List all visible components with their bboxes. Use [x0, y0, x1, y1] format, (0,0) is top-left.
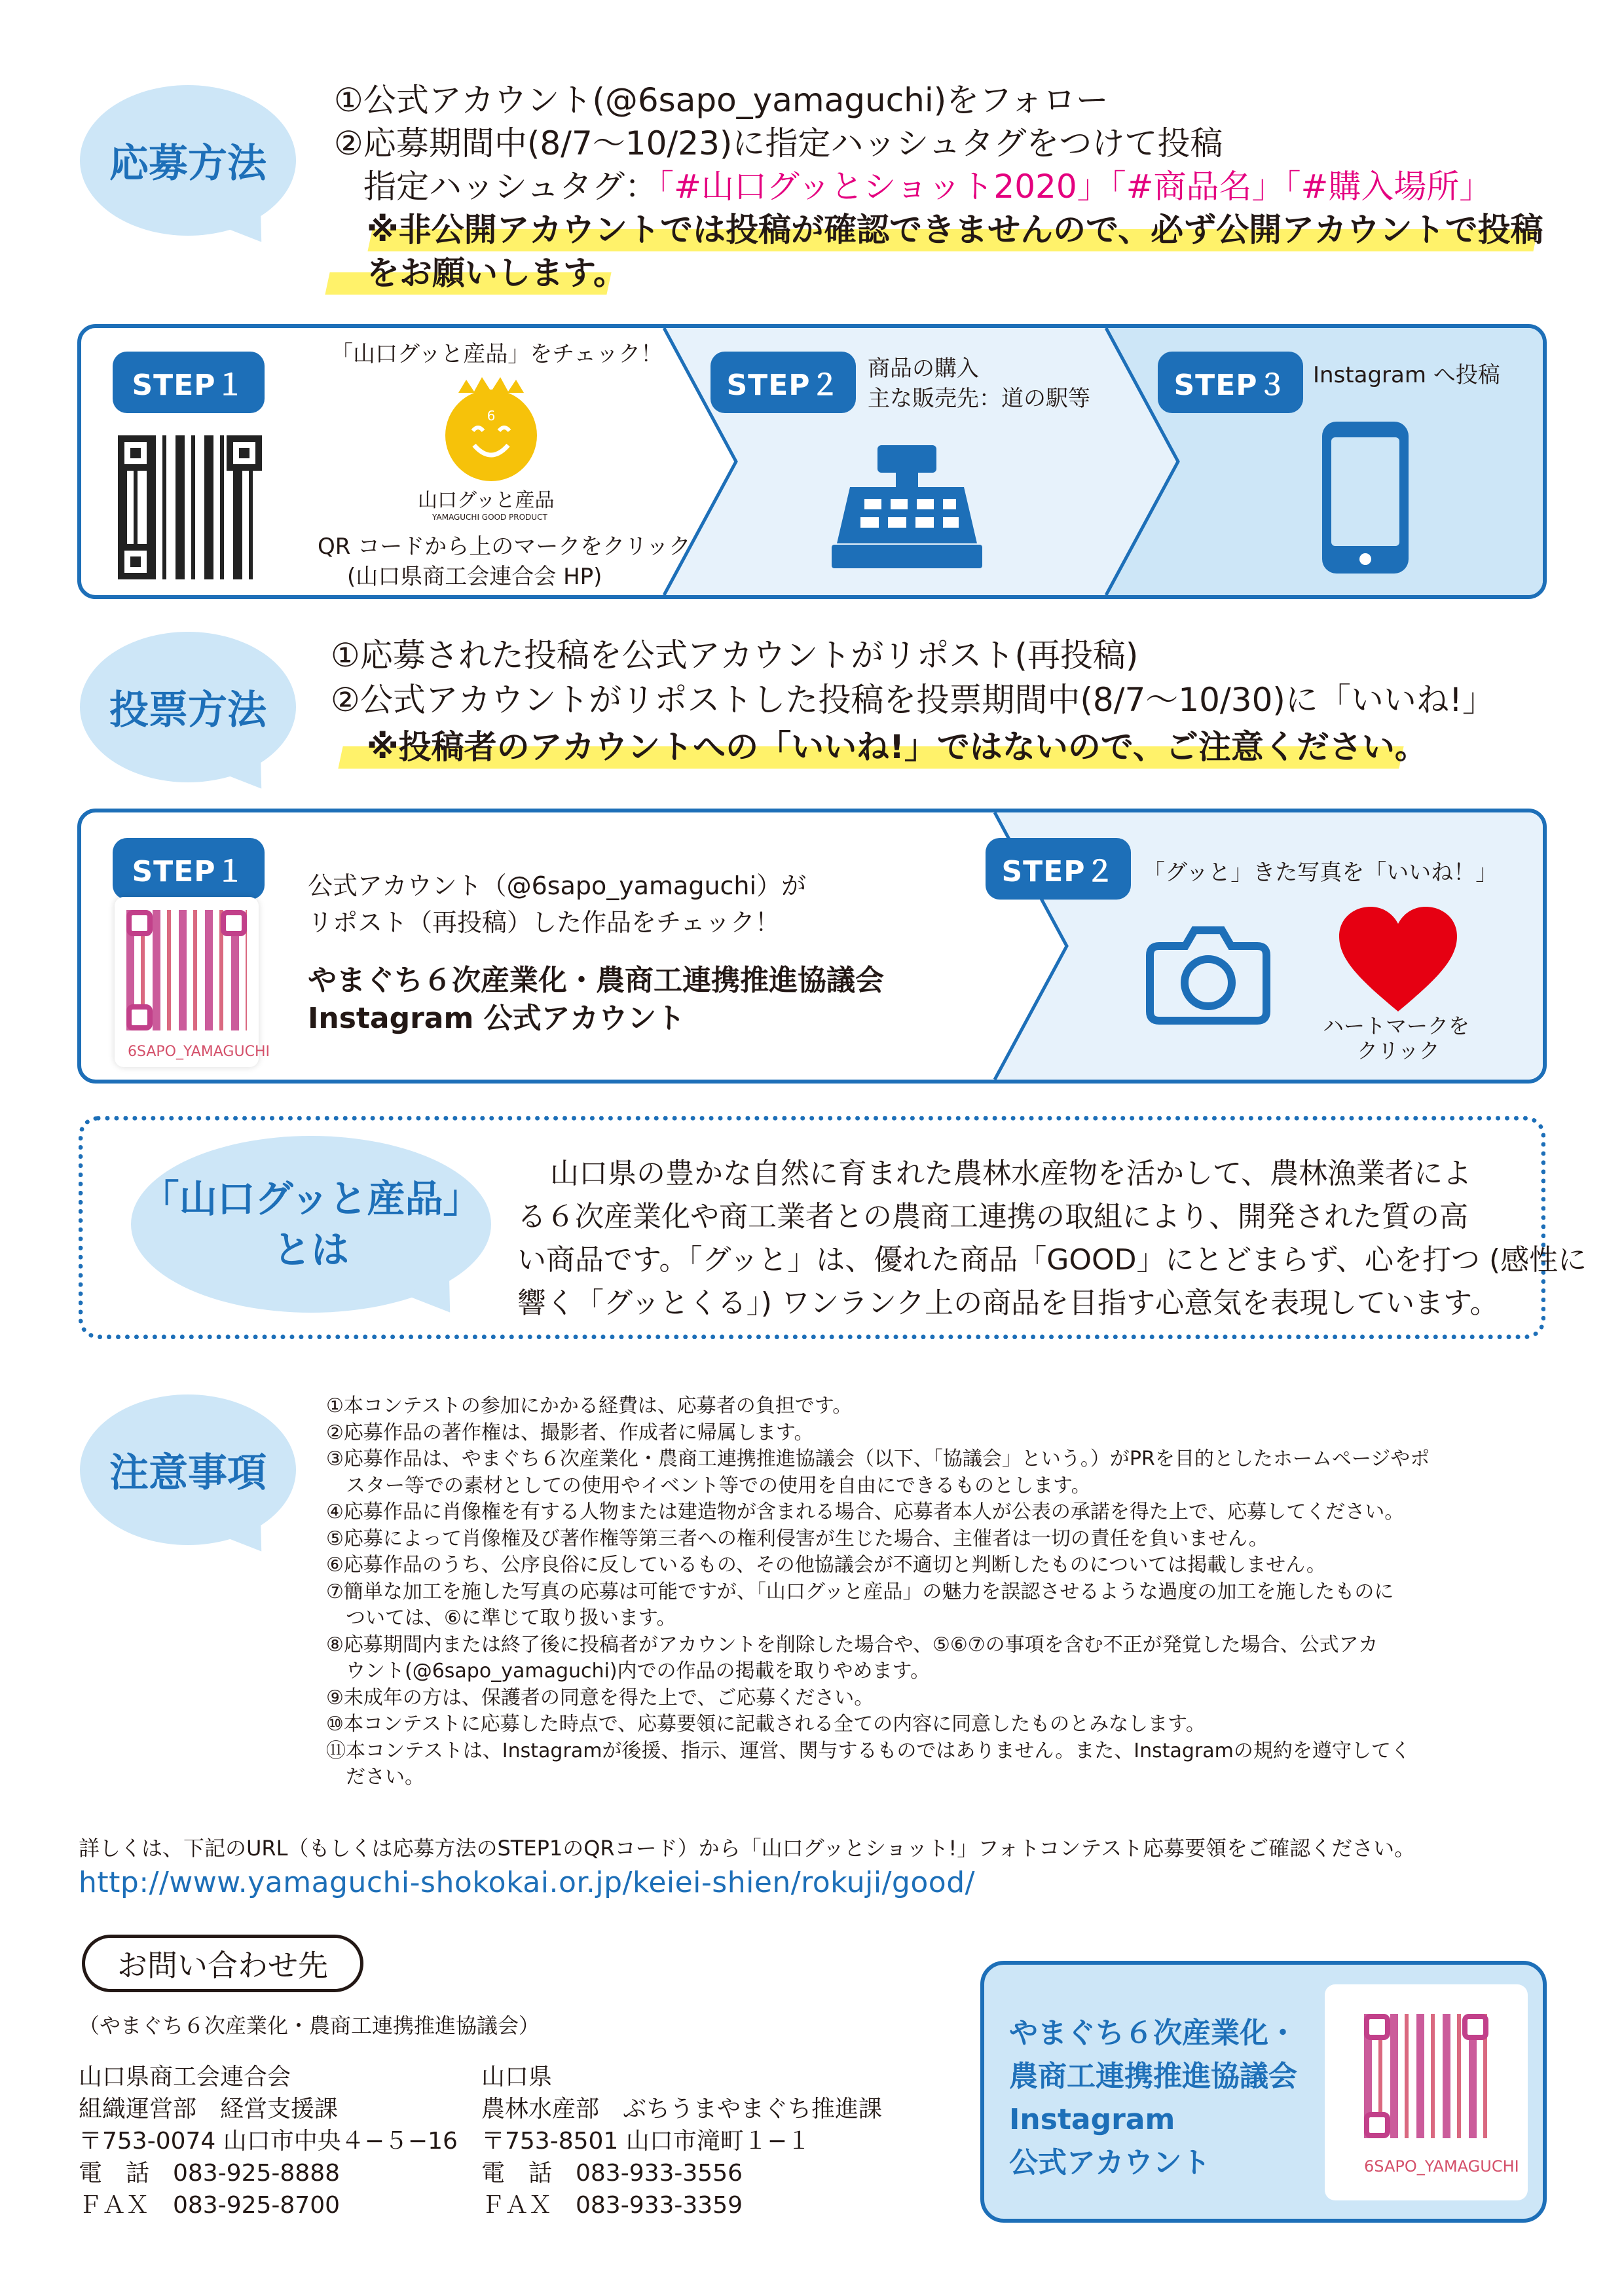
note-item: ④応募作品に肖像権を有する人物または建造物が含まれる場合、応募者本人が公表の承諾を得た上で、応募してください。: [326, 1501, 1405, 1523]
apply-step3-text: Instagram へ投稿: [1313, 362, 1500, 388]
logo-text: 山口グッと産品: [418, 489, 555, 512]
vote-line-2: ②公式アカウントがリポストした投稿を投票期間中(8/7～10/30)に「いいね!」: [331, 681, 1495, 719]
note-item: ⑪本コンテストは、Instagramが後援、指示、運営、関与するものではありません。また、Instagramの規約を遵守してく: [326, 1739, 1411, 1762]
vote-step1-org-2: Instagram 公式アカウント: [308, 1002, 686, 1035]
vote-notice: ※投稿者のアカウントへの「いいね!」ではないので、ご注意ください。: [367, 728, 1428, 766]
note-item: ⑦簡単な加工を施した写真の応募は可能ですが、「山口グッと産品」の魅力を誤認させるような過度の加工を施したものに: [326, 1580, 1394, 1603]
apply-heading-bubble: [80, 85, 296, 236]
apply-line-2: ②応募期間中(8/7～10/23)に指定ハッシュタグをつけて投稿: [334, 124, 1223, 162]
about-line-1: 山口県の豊かな自然に育まれた農林水産物を活かして、農林漁業者によ: [550, 1157, 1472, 1190]
note-item: ②応募作品の著作権は、撮影者、作成者に帰属します。: [326, 1421, 814, 1444]
contact-right-line: ＦＡＸ 083-933-3359: [481, 2192, 743, 2219]
yamaguchi-good-product-logo-icon[interactable]: [426, 373, 557, 484]
note-item: スター等での素材としての使用やイベント等での使用を自由にできるものとします。: [326, 1474, 1091, 1497]
instagram-line: 農商工連携推進協議会: [1009, 2060, 1297, 2093]
note-item: ⑨未成年の方は、保護者の同意を得た上で、ご応募ください。: [326, 1686, 874, 1709]
camera-icon: [1146, 926, 1270, 1025]
contact-left-line: ＦＡＸ 083-925-8700: [79, 2192, 341, 2219]
apply-tag-label: 指定ハッシュタグ：: [363, 168, 657, 206]
note-item: ⑧応募期間内または終了後に投稿者がアカウントを削除した場合や、⑤⑥⑦の事項を含む不正が発覚した場合、公式アカ: [326, 1633, 1378, 1656]
instagram-line: やまぐち６次産業化・: [1009, 2016, 1297, 2050]
vote-step2-label: STEP２: [986, 838, 1131, 900]
note-item: ウント(@6sapo_yamaguchi)内での作品の掲載を取りやめます。: [326, 1660, 931, 1683]
vote-steps-box: [77, 809, 1547, 1084]
vote-step1-instagram-qr[interactable]: [115, 897, 270, 1067]
heart-icon[interactable]: [1339, 907, 1457, 1015]
about-heading-bubble: [131, 1136, 491, 1313]
heart-caption-1: ハートマークを: [1323, 1013, 1470, 1038]
svg-text:6: 6: [487, 408, 496, 424]
instagram-line: Instagram: [1009, 2103, 1175, 2136]
contact-left: [79, 2061, 458, 2221]
contact-org: （やまぐち６次産業化・農商工連携推進協議会）: [79, 2013, 540, 2038]
contact-left-line: 電 話 083-925-8888: [79, 2160, 341, 2187]
about-heading-1: 「山口グッと産品」: [141, 1176, 481, 1221]
vote-heading: 投票方法: [109, 687, 267, 733]
details-url-link[interactable]: http://www.yamaguchi-shokokai.or.jp/keiei-shien/rokuji/good/: [79, 1866, 975, 1899]
vote-step1-line-1: 公式アカウント（@6sapo_yamaguchi）が: [308, 871, 807, 900]
vote-qr-caption: 6SAPO_YAMAGUCHI: [128, 1044, 270, 1060]
note-item: ⑥応募作品のうち、公序良俗に反しているもの、その他協議会が不適切と判断したものについては掲載しません。: [326, 1554, 1326, 1576]
instagram-account-text: [1009, 2012, 1297, 2185]
contact-right: [481, 2061, 882, 2221]
instagram-account-box: [980, 1961, 1547, 2223]
details-text: 詳しくは、下記のURL（もしくは応募方法のSTEP1のQRコード）から「山口グッとショット!」フォトコンテスト応募要領をご確認ください。: [79, 1836, 1416, 1861]
apply-line-1: ①公式アカウント(@6sapo_yamaguchi)をフォロー: [334, 81, 1109, 119]
apply-step1-label: STEP１: [113, 352, 265, 413]
contact-left-line: 〒753-0074 山口市中央４−５−16: [79, 2128, 458, 2155]
cash-register-icon: [832, 445, 982, 570]
note-item: ついては、⑥に準じて取り扱います。: [326, 1607, 676, 1630]
apply-step3-label: STEP３: [1158, 352, 1303, 413]
note-item: ださい。: [326, 1766, 424, 1789]
heart-caption-2: クリック: [1357, 1038, 1440, 1063]
apply-step1-qr-code[interactable]: [118, 435, 262, 579]
vote-heading-bubble: [80, 632, 296, 782]
vote-step2-text: 「グッと」きた写真を「いいね！」: [1143, 860, 1498, 886]
contact-left-line: 組織運営部 経営支援課: [79, 2096, 339, 2123]
vote-step1-label: STEP１: [113, 838, 265, 900]
apply-step1-note-2: (山口県商工会連合会 HP): [347, 564, 602, 590]
apply-step1-check: 「山口グッと産品」をチェック！: [331, 341, 663, 367]
contact-right-line: 電 話 083-933-3556: [481, 2160, 743, 2187]
apply-step2-line-2: 主な販売先：道の駅等: [868, 386, 1090, 412]
apply-step2-line-1: 商品の購入: [868, 355, 979, 382]
about-line-3: い商品です。「グッと」は、優れた商品「GOOD」にとどまらず、心を打つ (感性に: [517, 1243, 1587, 1277]
vote-line-1: ①応募された投稿を公式アカウントがリポスト(再投稿): [331, 636, 1139, 674]
apply-tags: 「#山口グッとショット2020」「#商品名」「#購入場所」: [657, 168, 1492, 206]
apply-heading: 応募方法: [109, 141, 267, 187]
apply-notice-line-1: ※非公開アカウントでは投稿が確認できませんので、必ず公開アカウントで投稿: [367, 211, 1543, 249]
vote-step1-line-2: リポスト（再投稿）した作品をチェック！: [308, 908, 780, 937]
notes-heading-bubble: [80, 1394, 296, 1545]
note-item: ①本コンテストの参加にかかる経費は、応募者の負担です。: [326, 1394, 853, 1417]
vote-steps-panels: [81, 812, 1543, 1080]
contact-qr-caption: 6SAPO_YAMAGUCHI: [1364, 2157, 1519, 2176]
contact-right-line: 〒753-8501 山口市滝町１−１: [481, 2128, 811, 2155]
apply-notice-line-2: をお願いします。: [367, 254, 626, 292]
notes-list: [326, 1393, 1430, 1791]
contact-title-box: [82, 1935, 363, 1992]
notes-heading: 注意事項: [109, 1450, 267, 1496]
apply-step1-note-1: QR コードから上のマークをクリック: [318, 534, 691, 560]
contact-instagram-qr[interactable]: [1325, 1984, 1528, 2200]
about-heading-2: とは: [272, 1228, 349, 1272]
note-item: ⑩本コンテストに応募した時点で、応募要領に記載される全ての内容に同意したものとみなします。: [326, 1713, 1206, 1736]
smartphone-icon: [1320, 419, 1411, 576]
note-item: ③応募作品は、やまぐち６次産業化・農商工連携推進協議会（以下、「協議会」という。）がPRを目的としたホームページやポ: [326, 1448, 1430, 1470]
vote-step1-org-1: やまぐち６次産業化・農商工連携推進協議会: [308, 964, 884, 997]
instagram-line: 公式アカウント: [1009, 2146, 1211, 2179]
logo-subtext: YAMAGUCHI GOOD PRODUCT: [432, 513, 547, 522]
about-line-2: る６次産業化や商工業者との農商工連携の取組により、開発された質の高: [517, 1200, 1468, 1233]
about-line-4: 響く「グッとくる」) ワンランク上の商品を目指す心意気を表現しています。: [517, 1286, 1499, 1320]
contact-right-line: 山口県: [481, 2064, 553, 2090]
contact-right-line: 農林水産部 ぶちうまやまぐち推進課: [481, 2096, 883, 2123]
note-item: ⑤応募によって肖像権及び著作権等第三者への権利侵害が生じた場合、主催者は一切の責任を負いません。: [326, 1527, 1268, 1550]
contact-left-line: 山口県商工会連合会: [79, 2064, 291, 2090]
apply-step2-label: STEP２: [710, 352, 856, 413]
contact-title: お問い合わせ先: [117, 1948, 328, 1983]
apply-tag-row: [363, 165, 1492, 208]
